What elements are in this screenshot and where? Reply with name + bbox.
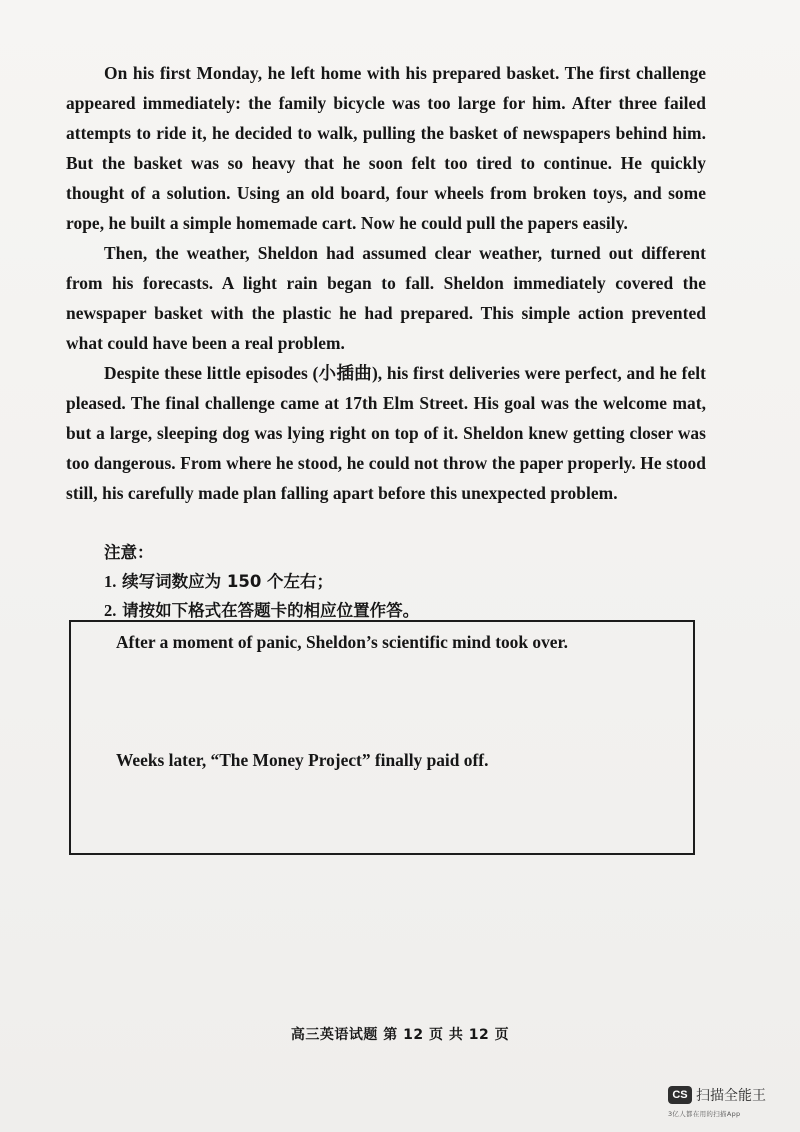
- answer-box: [69, 620, 695, 855]
- passage-paragraph: On his first Monday, he left home with his prepared basket. The first challenge appeared immediately: the family bicycle was too large for him. After three failed attempts to ride it, he decided to walk, pulling the basket of newspapers behind him. But the basket was so heavy that he soon felt too tired to continue. He quickly thought of a solution. Using an old board, four wheels from broken toys, and some rope, he built a simple homemade cart. Now he could pull the papers easily.: [66, 63, 706, 233]
- scanner-watermark: [668, 1085, 786, 1125]
- watermark-app-name: 扫描全能王: [696, 1088, 766, 1104]
- instruction-number: 1.: [104, 572, 117, 591]
- instruction-text: 续写词数应为 150 个左右；: [122, 572, 334, 591]
- instructions-heading: 注意：: [104, 543, 154, 562]
- instructions: [104, 538, 704, 625]
- instruction-number: 2.: [104, 601, 117, 620]
- page-footer: 高三英语试题 第 12 页 共 12 页: [290, 1027, 510, 1043]
- watermark-tagline: 3亿人都在用的扫描App: [668, 1110, 741, 1118]
- instruction-text: 请按如下格式在答题卡的相应位置作答。: [122, 601, 420, 620]
- story-passage: [66, 58, 706, 508]
- continuation-prompt-2: Weeks later, “The Money Project” finally paid off.: [116, 750, 489, 770]
- passage-paragraph: Then, the weather, Sheldon had assumed clear weather, turned out different from his forecasts. A light rain began to fall. Sheldon immediately covered the newspaper basket with the plastic he had prepared. This simple action prevented what could have been a real problem.: [66, 243, 706, 353]
- passage-paragraph: Despite these little episodes (小插曲), his first deliveries were perfect, and he felt pleased. The final challenge came at 17th Elm Street. His goal was the welcome mat, but a large, sleeping dog was lying right on top of it. Sheldon knew getting closer was too dangerous. From where he stood, he could not throw the paper properly. He stood still, his carefully made plan falling apart before this unexpected problem.: [66, 363, 706, 503]
- instruction-item: [104, 567, 704, 596]
- camscanner-logo-icon: CS: [668, 1086, 692, 1104]
- continuation-prompt-1: After a moment of panic, Sheldon’s scientific mind took over.: [116, 632, 568, 652]
